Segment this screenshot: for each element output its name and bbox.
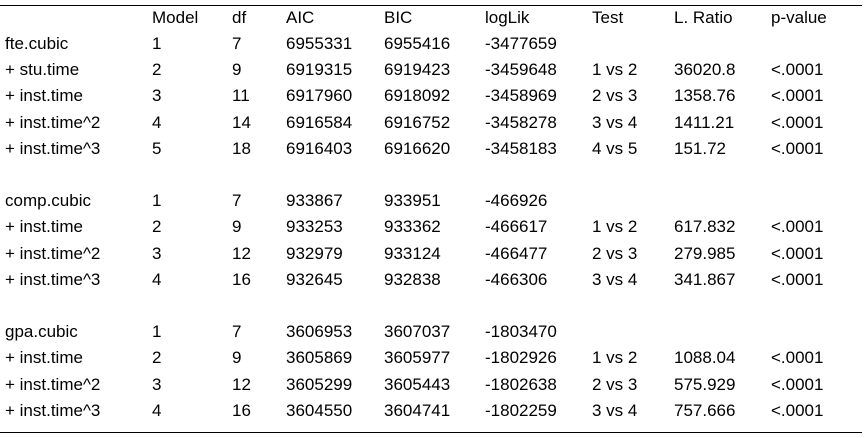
bic-cell: 6916752 bbox=[384, 112, 451, 132]
bic-cell: 3604741 bbox=[384, 400, 451, 420]
bic-cell: 933124 bbox=[384, 243, 441, 263]
aic-cell: 933253 bbox=[286, 217, 343, 237]
loglik-cell: -1802259 bbox=[485, 400, 557, 420]
header-aic: AIC bbox=[286, 8, 315, 27]
model-cell: 4 bbox=[152, 269, 162, 289]
model-cell: 5 bbox=[152, 138, 162, 158]
table-top-rule bbox=[0, 5, 862, 6]
row-label: fte.cubic bbox=[5, 34, 69, 53]
df-cell: 12 bbox=[232, 243, 251, 263]
loglik-cell: -466617 bbox=[485, 217, 548, 237]
p-value-cell: <.0001 bbox=[771, 243, 824, 263]
df-cell: 9 bbox=[232, 60, 242, 80]
header-bic: BIC bbox=[384, 8, 413, 27]
l-ratio-cell: 279.985 bbox=[674, 243, 736, 263]
row-label: + inst.time^2 bbox=[5, 243, 101, 263]
p-value-cell: <.0001 bbox=[771, 374, 824, 394]
test-cell: 4 vs 5 bbox=[592, 138, 638, 158]
l-ratio-cell: 757.666 bbox=[674, 400, 736, 420]
loglik-cell: -3459648 bbox=[485, 60, 557, 80]
header-loglik: logLik bbox=[485, 8, 530, 27]
row-label: + inst.time^3 bbox=[5, 138, 101, 158]
row-label: + inst.time^2 bbox=[5, 374, 101, 394]
p-value-cell: <.0001 bbox=[771, 112, 824, 132]
model-cell: 2 bbox=[152, 60, 162, 80]
bic-cell: 3605977 bbox=[384, 348, 451, 368]
aic-cell: 6916584 bbox=[286, 112, 353, 132]
table-bottom-rule bbox=[0, 432, 862, 433]
p-value-cell: <.0001 bbox=[771, 86, 824, 106]
row-label: + inst.time^3 bbox=[5, 269, 101, 289]
l-ratio-cell: 617.832 bbox=[674, 217, 736, 237]
df-cell: 16 bbox=[232, 400, 251, 420]
model-cell: 1 bbox=[152, 322, 162, 342]
model-cell: 3 bbox=[152, 86, 162, 106]
loglik-cell: -3458183 bbox=[485, 138, 557, 158]
loglik-cell: -3477659 bbox=[485, 34, 557, 53]
df-cell: 7 bbox=[232, 191, 242, 211]
p-value-cell: <.0001 bbox=[771, 348, 824, 368]
aic-cell: 6917960 bbox=[286, 86, 353, 106]
row-label: + inst.time^3 bbox=[5, 400, 101, 420]
aic-cell: 932645 bbox=[286, 269, 343, 289]
aic-cell: 6916403 bbox=[286, 138, 353, 158]
test-cell: 1 vs 2 bbox=[592, 348, 638, 368]
test-cell: 2 vs 3 bbox=[592, 86, 638, 106]
p-value-cell: <.0001 bbox=[771, 217, 824, 237]
model-cell: 4 bbox=[152, 400, 162, 420]
loglik-cell: -1803470 bbox=[485, 322, 557, 342]
model-cell: 1 bbox=[152, 34, 162, 53]
model-cell: 2 bbox=[152, 217, 162, 237]
p-value-cell: <.0001 bbox=[771, 400, 824, 420]
bic-cell: 933362 bbox=[384, 217, 441, 237]
loglik-cell: -1802926 bbox=[485, 348, 557, 368]
model-cell: 3 bbox=[152, 374, 162, 394]
aic-cell: 932979 bbox=[286, 243, 343, 263]
header-test: Test bbox=[592, 8, 624, 27]
loglik-cell: -1802638 bbox=[485, 374, 557, 394]
df-cell: 11 bbox=[232, 86, 250, 106]
test-cell: 3 vs 4 bbox=[592, 400, 638, 420]
p-value-cell: <.0001 bbox=[771, 269, 824, 289]
model-cell: 1 bbox=[152, 191, 162, 211]
test-cell: 2 vs 3 bbox=[592, 243, 638, 263]
aic-cell: 3605299 bbox=[286, 374, 353, 394]
p-value-cell: <.0001 bbox=[771, 138, 824, 158]
l-ratio-cell: 1411.21 bbox=[674, 112, 735, 132]
df-cell: 16 bbox=[232, 269, 251, 289]
df-cell: 7 bbox=[232, 322, 242, 342]
test-cell: 1 vs 2 bbox=[592, 217, 638, 237]
header-model: Model bbox=[152, 8, 199, 27]
loglik-cell: -3458278 bbox=[485, 112, 557, 132]
l-ratio-cell: 341.867 bbox=[674, 269, 736, 289]
header-p-value: p-value bbox=[771, 8, 827, 27]
loglik-cell: -466926 bbox=[485, 191, 548, 211]
test-cell: 3 vs 4 bbox=[592, 269, 638, 289]
l-ratio-cell: 575.929 bbox=[674, 374, 736, 394]
model-cell: 4 bbox=[152, 112, 162, 132]
bic-cell: 3607037 bbox=[384, 322, 451, 342]
df-cell: 12 bbox=[232, 374, 251, 394]
aic-cell: 933867 bbox=[286, 191, 343, 211]
df-cell: 9 bbox=[232, 217, 242, 237]
aic-cell: 6955331 bbox=[286, 34, 353, 53]
row-label: + inst.time^2 bbox=[5, 112, 101, 132]
aic-cell: 3605869 bbox=[286, 348, 353, 368]
df-cell: 9 bbox=[232, 348, 242, 368]
df-cell: 7 bbox=[232, 34, 242, 53]
p-value-cell: <.0001 bbox=[771, 60, 824, 80]
bic-cell: 6918092 bbox=[384, 86, 451, 106]
loglik-cell: -466477 bbox=[485, 243, 548, 263]
header-df: df bbox=[232, 8, 247, 27]
bic-cell: 932838 bbox=[384, 269, 441, 289]
l-ratio-cell: 1358.76 bbox=[674, 86, 736, 106]
row-label: + inst.time bbox=[5, 217, 83, 237]
loglik-cell: -3458969 bbox=[485, 86, 557, 106]
test-cell: 3 vs 4 bbox=[592, 112, 638, 132]
bic-cell: 3605443 bbox=[384, 374, 451, 394]
bic-cell: 6916620 bbox=[384, 138, 451, 158]
l-ratio-cell: 1088.04 bbox=[674, 348, 736, 368]
aic-cell: 3606953 bbox=[286, 322, 353, 342]
row-label: + stu.time bbox=[5, 60, 80, 80]
l-ratio-cell: 36020.8 bbox=[674, 60, 736, 80]
test-cell: 2 vs 3 bbox=[592, 374, 638, 394]
row-label: + inst.time bbox=[5, 86, 83, 106]
aic-cell: 3604550 bbox=[286, 400, 353, 420]
df-cell: 18 bbox=[232, 138, 251, 158]
df-cell: 14 bbox=[232, 112, 251, 132]
row-label: gpa.cubic bbox=[5, 322, 78, 342]
bic-cell: 933951 bbox=[384, 191, 441, 211]
bic-cell: 6919423 bbox=[384, 60, 451, 80]
model-cell: 2 bbox=[152, 348, 162, 368]
model-cell: 3 bbox=[152, 243, 162, 263]
row-label: comp.cubic bbox=[5, 191, 91, 211]
aic-cell: 6919315 bbox=[286, 60, 353, 80]
bic-cell: 6955416 bbox=[384, 34, 451, 53]
loglik-cell: -466306 bbox=[485, 269, 548, 289]
header-l-ratio: L. Ratio bbox=[674, 8, 733, 27]
row-label: + inst.time bbox=[5, 348, 83, 368]
test-cell: 1 vs 2 bbox=[592, 60, 638, 80]
l-ratio-cell: 151.72 bbox=[674, 138, 726, 158]
